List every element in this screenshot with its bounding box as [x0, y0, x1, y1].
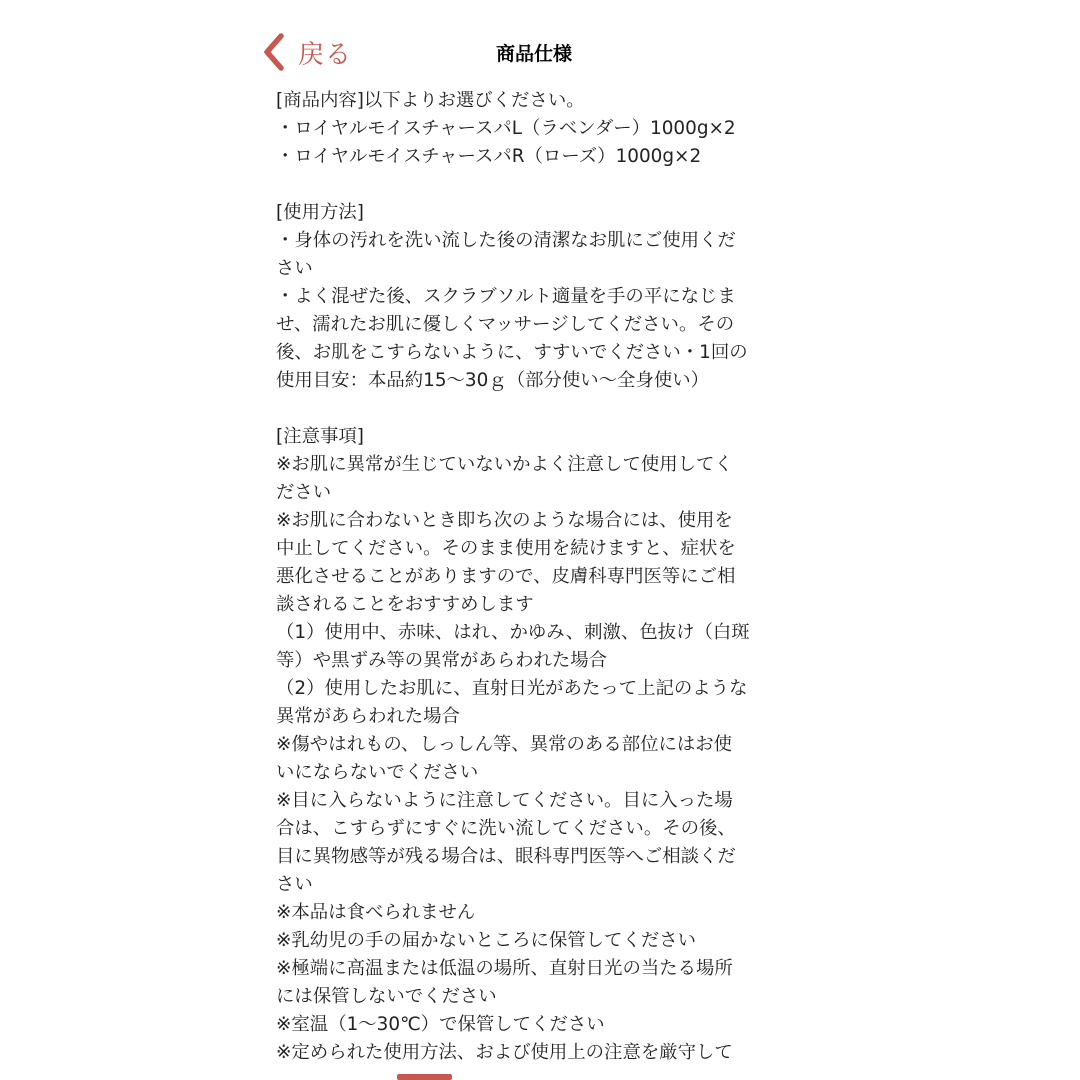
- spec-line: 談されることをおすすめします: [276, 594, 534, 615]
- spec-line: 悪化させることがありますので、皮膚科専門医等にご相: [276, 566, 736, 587]
- spec-line: ※室温（1〜30℃）で保管してください: [276, 1014, 605, 1035]
- chevron-left-icon: [262, 32, 286, 72]
- spec-line: [注意事項]: [276, 426, 364, 447]
- spec-line: 合は、こすらずにすぐに洗い流してください。その後、: [276, 818, 736, 839]
- spec-line: [使用方法]: [276, 202, 364, 223]
- spec-line: ・ロイヤルモイスチャースパL（ラベンダー）1000g×2: [276, 118, 736, 139]
- blank-line: [276, 395, 816, 423]
- spec-line: さい: [276, 258, 313, 279]
- blank-line: [276, 171, 816, 199]
- spec-line: ※定められた使用方法、および使用上の注意を厳守して: [276, 1042, 733, 1063]
- spec-line: ・よく混ぜた後、スクラブソルト適量を手の平になじま: [276, 286, 736, 307]
- header-bar: [0, 24, 1080, 80]
- spec-line: （2）使用したお肌に、直射日光があたって上記のような: [276, 678, 748, 699]
- spec-line: 等）や黒ずみ等の異常があらわれた場合: [276, 650, 608, 671]
- product-spec-text: [276, 87, 816, 1067]
- spec-line: せ、濡れたお肌に優しくマッサージしてください。その: [276, 314, 735, 335]
- spec-line: ※乳幼児の手の届かないところに保管してください: [276, 930, 697, 951]
- spec-line: いにならないでください: [276, 762, 479, 783]
- spec-line: には保管しないでください: [276, 986, 497, 1007]
- spec-line: ※お肌に異常が生じていないかよく注意して使用してく: [276, 454, 733, 475]
- spec-line: 中止してください。そのまま使用を続けますと、症状を: [276, 538, 736, 559]
- spec-line: ※お肌に合わないとき即ち次のような場合には、使用を: [276, 510, 733, 531]
- spec-line: 異常があらわれた場合: [276, 706, 460, 727]
- spec-line: ださい: [276, 482, 332, 503]
- spec-line: （1）使用中、赤味、はれ、かゆみ、刺激、色抜け（白斑: [276, 622, 750, 643]
- spec-line: ・ロイヤルモイスチャースパR（ローズ）1000g×2: [276, 146, 702, 167]
- spec-line: ※傷やはれもの、しっしん等、異常のある部位にはお使: [276, 734, 733, 755]
- back-label: 戻る: [298, 39, 353, 70]
- spec-line: ※目に入らないように注意してください。目に入った場: [276, 790, 733, 811]
- spec-line: 目に異物感等が残る場合は、眼科専門医等へご相談くだ: [276, 846, 736, 867]
- spec-line: 使用目安：本品約15〜30ｇ（部分使い〜全身使い）: [276, 370, 710, 391]
- spec-line: さい: [276, 874, 313, 895]
- spec-line: ※本品は食べられません: [276, 902, 476, 923]
- scroll-indicator: [397, 1074, 452, 1080]
- spec-line: [商品内容]以下よりお選びください。: [276, 90, 585, 111]
- back-button[interactable]: [262, 28, 352, 76]
- spec-line: 後、お肌をこすらないように、すすいでください・1回の: [276, 342, 748, 363]
- spec-line: ※極端に高温または低温の場所、直射日光の当たる場所: [276, 958, 733, 979]
- spec-line: ・身体の汚れを洗い流した後の清潔なお肌にご使用くだ: [276, 230, 736, 251]
- page-title: 商品仕様: [496, 43, 573, 65]
